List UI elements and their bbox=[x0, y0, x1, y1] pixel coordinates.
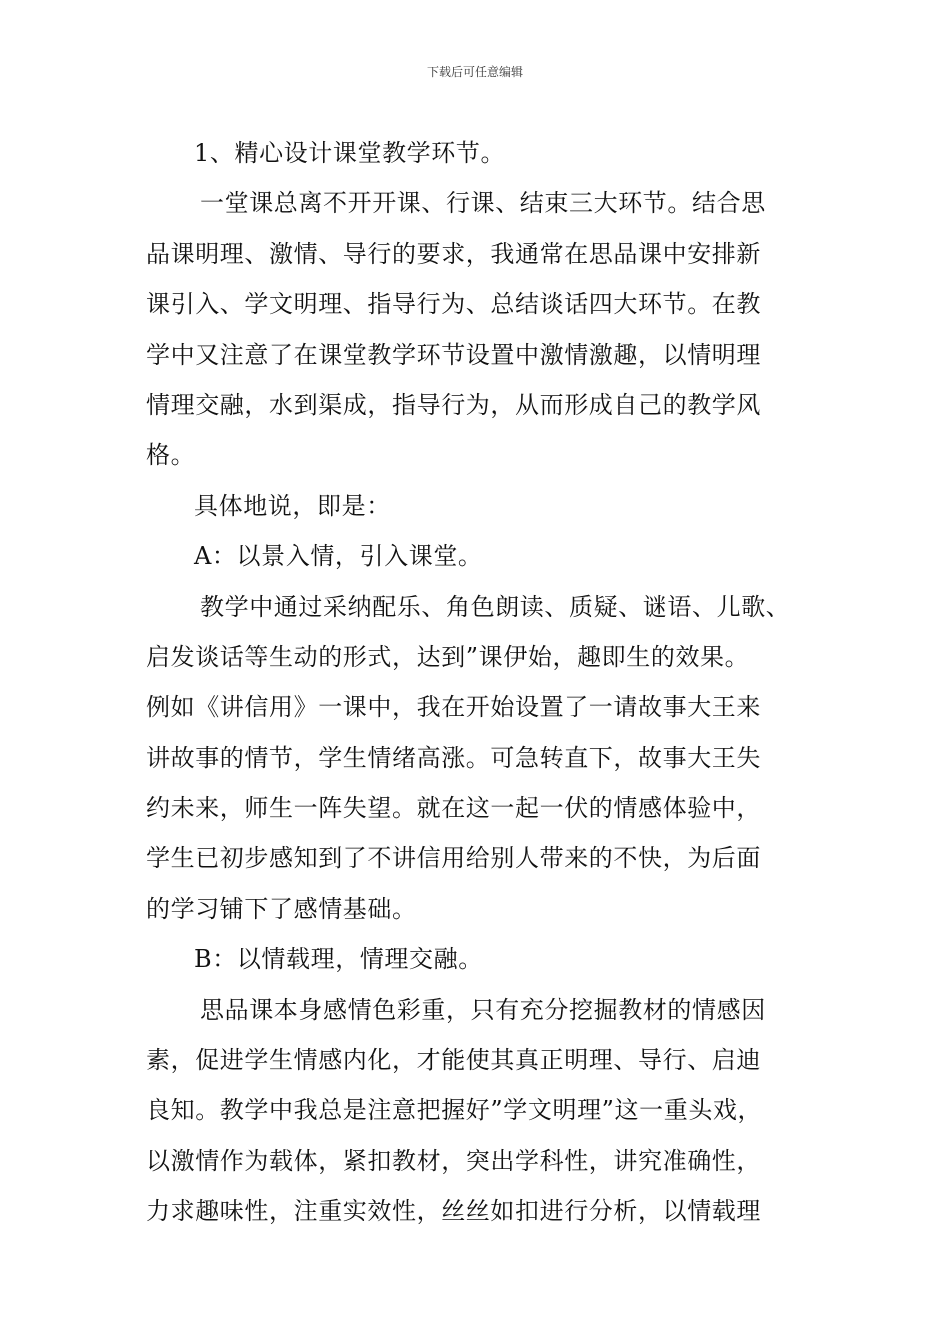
paragraph-line: 情理交融，水到渠成，指导行为，从而形成自己的教学风 bbox=[146, 390, 761, 419]
heading-line: 1、精心设计课堂教学环节。 bbox=[194, 139, 506, 167]
paragraph-line: 教学中通过采纳配乐、角色朗读、质疑、谜语、儿歌、 bbox=[200, 592, 791, 621]
paragraph-line: 品课明理、激情、导行的要求，我通常在思品课中安排新 bbox=[146, 239, 761, 268]
page-header: 下载后可任意编辑 bbox=[426, 65, 523, 79]
paragraph-line: 一堂课总离不开开课、行课、结束三大环节。结合思 bbox=[200, 189, 766, 218]
paragraph-line: 力求趣味性，注重实效性，丝丝如扣进行分析，以情载理 bbox=[146, 1197, 761, 1226]
paragraph-line: 的学习铺下了感情基础。 bbox=[146, 894, 417, 923]
paragraph-line: 格。 bbox=[146, 441, 196, 470]
paragraph-line: 讲故事的情节，学生情绪高涨。可急转直下，故事大王失 bbox=[146, 743, 761, 772]
paragraph-line: 启发谈话等生动的形式，达到”课伊始，趣即生的效果。 bbox=[146, 642, 750, 671]
document-body bbox=[146, 128, 826, 1237]
paragraph-line: 思品课本身感情色彩重，只有充分挖掘教材的情感因 bbox=[200, 995, 766, 1024]
paragraph-line: 具体地说，即是： bbox=[194, 491, 391, 520]
paragraph-line: 例如《讲信用》一课中，我在开始设置了一请故事大王来 bbox=[146, 693, 761, 722]
paragraph-line: 学生已初步感知到了不讲信用给别人带来的不快，为后面 bbox=[146, 844, 761, 873]
paragraph-line: 约未来，师生一阵失望。就在这一起一伏的情感体验中， bbox=[146, 794, 761, 823]
paragraph-line: 课引入、学文明理、指导行为、总结谈话四大环节。在教 bbox=[146, 290, 761, 319]
subheading-line: A：以景入情，引入课堂。 bbox=[194, 542, 483, 571]
paragraph-line: 良知。教学中我总是注意把握好”学文明理”这一重头戏， bbox=[146, 1096, 763, 1125]
paragraph-line: 以激情作为载体，紧扣教材，突出学科性，讲究准确性， bbox=[146, 1146, 761, 1175]
paragraph-line: 素，促进学生情感内化，才能使其真正明理、导行、启迪 bbox=[146, 1046, 761, 1075]
subheading-line: B：以情载理，情理交融。 bbox=[194, 945, 483, 974]
paragraph-line: 学中又注意了在课堂教学环节设置中激情激趣，以情明理 bbox=[146, 340, 761, 369]
